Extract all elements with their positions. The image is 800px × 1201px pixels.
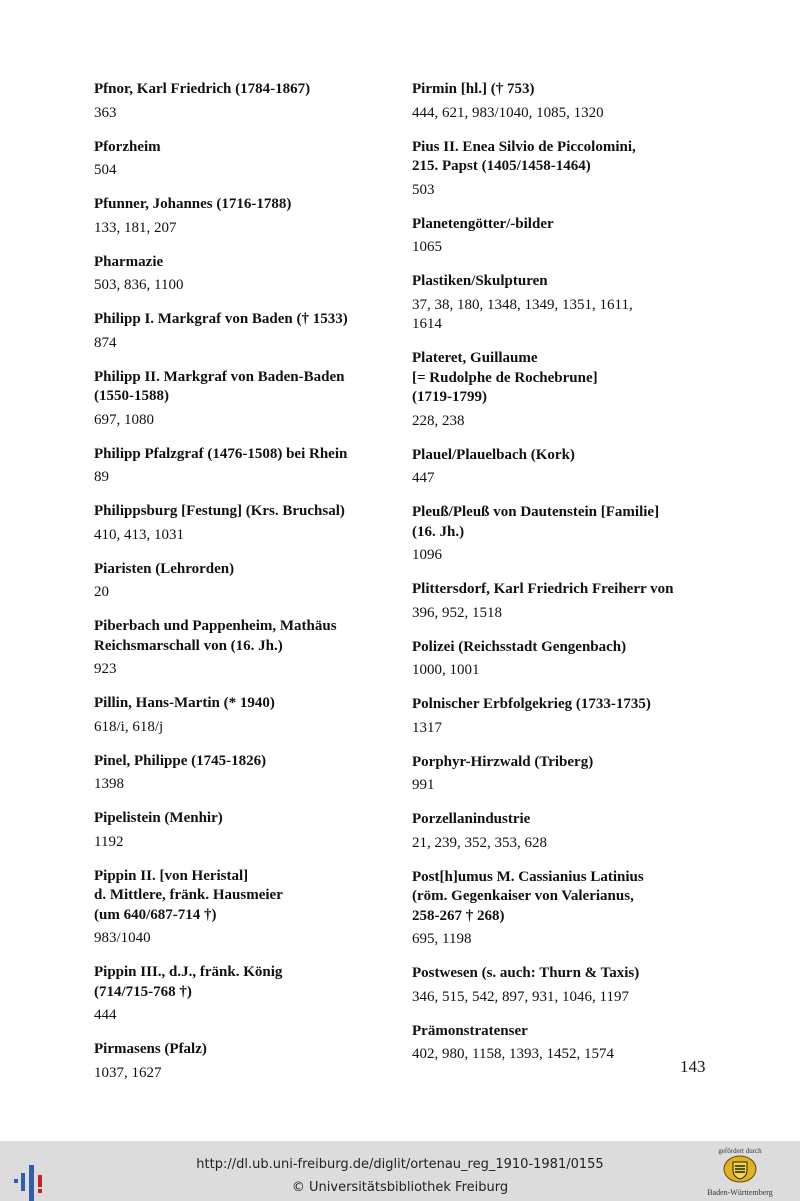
index-entry-pages: 20: [94, 584, 109, 600]
index-column-right: [412, 80, 712, 1079]
index-entry-heading: Pfnor, Karl Friedrich (1784-1867): [94, 81, 311, 97]
index-entry-heading: Piberbach und Pappenheim, Mathäus Reichsmarschall von (16. Jh.): [94, 618, 337, 654]
index-entry-pages: 1096: [412, 547, 442, 563]
index-entry-heading: Pinel, Philippe (1745-1826): [94, 752, 267, 769]
index-column-left: [94, 80, 394, 1098]
index-entry-pages: 695, 1198: [412, 931, 472, 947]
index-entry-heading: Pharmazie: [94, 253, 164, 270]
index-entry-heading: Polizei (Reichsstadt Gengenbach): [412, 638, 627, 655]
index-entry-pages: 133, 181, 207: [94, 219, 177, 236]
index-entry-heading: Porphyr-Hirzwald (Triberg): [412, 753, 594, 770]
index-entry: [94, 80, 394, 123]
index-entry-heading: Plateret, Guillaume [= Rudolphe de Rochebrune] (1719-1799): [412, 350, 598, 405]
index-entry-pages: 503, 836, 1100: [94, 277, 184, 293]
funding-logo: [694, 1147, 786, 1201]
index-entry: [94, 617, 394, 680]
index-entry-heading: Pius II. Enea Silvio de Piccolomini, 215. Papst (1405/1458-1464): [412, 138, 636, 174]
index-entry-heading: Pillin, Hans-Martin (* 1940): [94, 695, 275, 711]
index-entry-heading: Philipp II. Markgraf von Baden-Baden (1550-1588): [94, 368, 345, 404]
index-entry: [412, 580, 712, 623]
index-entry-heading: Postwesen (s. auch: Thurn & Taxis): [412, 965, 640, 981]
index-entry: [94, 1040, 394, 1083]
index-entry-pages: 504: [94, 162, 117, 178]
index-entry-pages: 991: [412, 777, 435, 793]
index-entry-pages: 89: [94, 469, 109, 485]
index-entry-pages: 444, 621, 983/1040, 1085, 1320: [412, 104, 604, 121]
index-entry-pages: 402, 980, 1158, 1393, 1452, 1574: [412, 1046, 614, 1062]
index-entry-pages: 1000, 1001: [412, 662, 480, 678]
index-entry-heading: Pirmin [hl.] († 753): [412, 81, 535, 97]
index-entry-heading: Plittersdorf, Karl Friedrich Freiherr von: [412, 581, 674, 597]
index-entry: [412, 638, 712, 681]
index-entry-heading: Pfunner, Johannes (1716-1788): [94, 196, 292, 212]
index-entry-pages: 503: [412, 181, 435, 198]
index-entry-pages: 983/1040: [94, 930, 151, 946]
index-entry-heading: Pforzheim: [94, 138, 161, 155]
index-entry-pages: 37, 38, 180, 1348, 1349, 1351, 1611, 1614: [412, 296, 633, 332]
index-entry-pages: 228, 238: [412, 412, 465, 429]
footer-bar: [0, 1141, 800, 1201]
index-entry-heading: Philipp I. Markgraf von Baden († 1533): [94, 311, 348, 327]
index-entry: [94, 560, 394, 603]
index-entry: [412, 753, 712, 796]
coat-of-arms-icon: [723, 1155, 757, 1183]
index-entry-pages: 1317: [412, 719, 442, 736]
index-entry-heading: Philippsburg [Festung] (Krs. Bruchsal): [94, 503, 345, 519]
index-entry: [94, 502, 394, 545]
footer-url[interactable]: http://dl.ub.uni-freiburg.de/diglit/ortenau_reg_1910-1981/0155: [196, 1157, 604, 1172]
index-entry-pages: 363: [94, 104, 117, 121]
index-entry-heading: Plastiken/Skulpturen: [412, 273, 548, 289]
index-entry: [412, 446, 712, 489]
index-entry: [94, 963, 394, 1026]
index-entry: [94, 253, 394, 296]
index-entry-heading: Pippin II. [von Heristal] d. Mittlere, fränk. Hausmeier (um 640/687-714 †): [94, 867, 283, 923]
index-entry: [94, 867, 394, 949]
index-entry: [412, 272, 712, 335]
index-entry: [412, 1022, 712, 1065]
index-entry-pages: 697, 1080: [94, 411, 154, 428]
index-entry-heading: Plauel/Plauelbach (Kork): [412, 446, 575, 463]
page-number: 143: [680, 1057, 706, 1076]
index-entry-heading: Pippin III., d.J., fränk. König (714/715-768 †): [94, 964, 283, 1000]
index-entry-pages: 1037, 1627: [94, 1064, 162, 1081]
index-entry-pages: 1398: [94, 776, 124, 792]
index-entry-pages: 923: [94, 661, 117, 677]
index-entry: [412, 868, 712, 950]
index-entry: [94, 752, 394, 795]
index-entry-heading: Post[h]umus M. Cassianius Latinius (röm. Gegenkaiser von Valerianus, 258-267 † 268): [412, 868, 644, 924]
funding-state: Baden-Württemberg: [707, 1188, 773, 1197]
index-entry-heading: Pleuß/Pleuß von Dautenstein [Familie] (16. Jh.): [412, 504, 660, 540]
index-entry-pages: 618/i, 618/j: [94, 718, 164, 735]
index-entry-heading: Piaristen (Lehrorden): [94, 560, 235, 577]
index-entry: [94, 310, 394, 353]
index-entry-pages: 444: [94, 1007, 117, 1023]
index-entry: [94, 138, 394, 181]
index-entry-pages: 874: [94, 334, 117, 351]
index-entry-heading: Pirmasens (Pfalz): [94, 1041, 207, 1057]
index-entry: [412, 503, 712, 566]
index-entry-heading: Planetengötter/-bilder: [412, 215, 554, 232]
index-entry-heading: Porzellanindustrie: [412, 811, 531, 827]
index-entry: [94, 445, 394, 488]
index-entry: [412, 138, 712, 201]
index-entry: [412, 215, 712, 258]
index-entry-pages: 346, 515, 542, 897, 931, 1046, 1197: [412, 988, 629, 1005]
index-entry-heading: Philipp Pfalzgraf (1476-1508) bei Rhein: [94, 445, 348, 462]
index-entry-heading: Pipelistein (Menhir): [94, 810, 223, 826]
index-entry: [412, 349, 712, 431]
index-entry: [94, 195, 394, 238]
index-entry-pages: 1065: [412, 239, 442, 255]
funding-label: gefördert durch: [718, 1147, 762, 1155]
index-entry-pages: 447: [412, 470, 435, 486]
footer-copyright: © Universitätsbibliothek Freiburg: [291, 1180, 509, 1195]
index-entry-pages: 410, 413, 1031: [94, 526, 184, 543]
index-entry-pages: 21, 239, 352, 353, 628: [412, 834, 547, 851]
index-entry: [412, 80, 712, 123]
index-entry-pages: 396, 952, 1518: [412, 604, 502, 621]
index-entry-pages: 1192: [94, 833, 124, 850]
index-entry-heading: Polnischer Erbfolgekrieg (1733-1735): [412, 696, 651, 712]
index-entry: [412, 695, 712, 738]
index-entry-heading: Prämonstratenser: [412, 1022, 528, 1039]
index-entry: [94, 809, 394, 852]
index-entry: [412, 964, 712, 1007]
index-entry: [412, 810, 712, 853]
index-entry: [94, 694, 394, 737]
index-entry: [94, 368, 394, 431]
